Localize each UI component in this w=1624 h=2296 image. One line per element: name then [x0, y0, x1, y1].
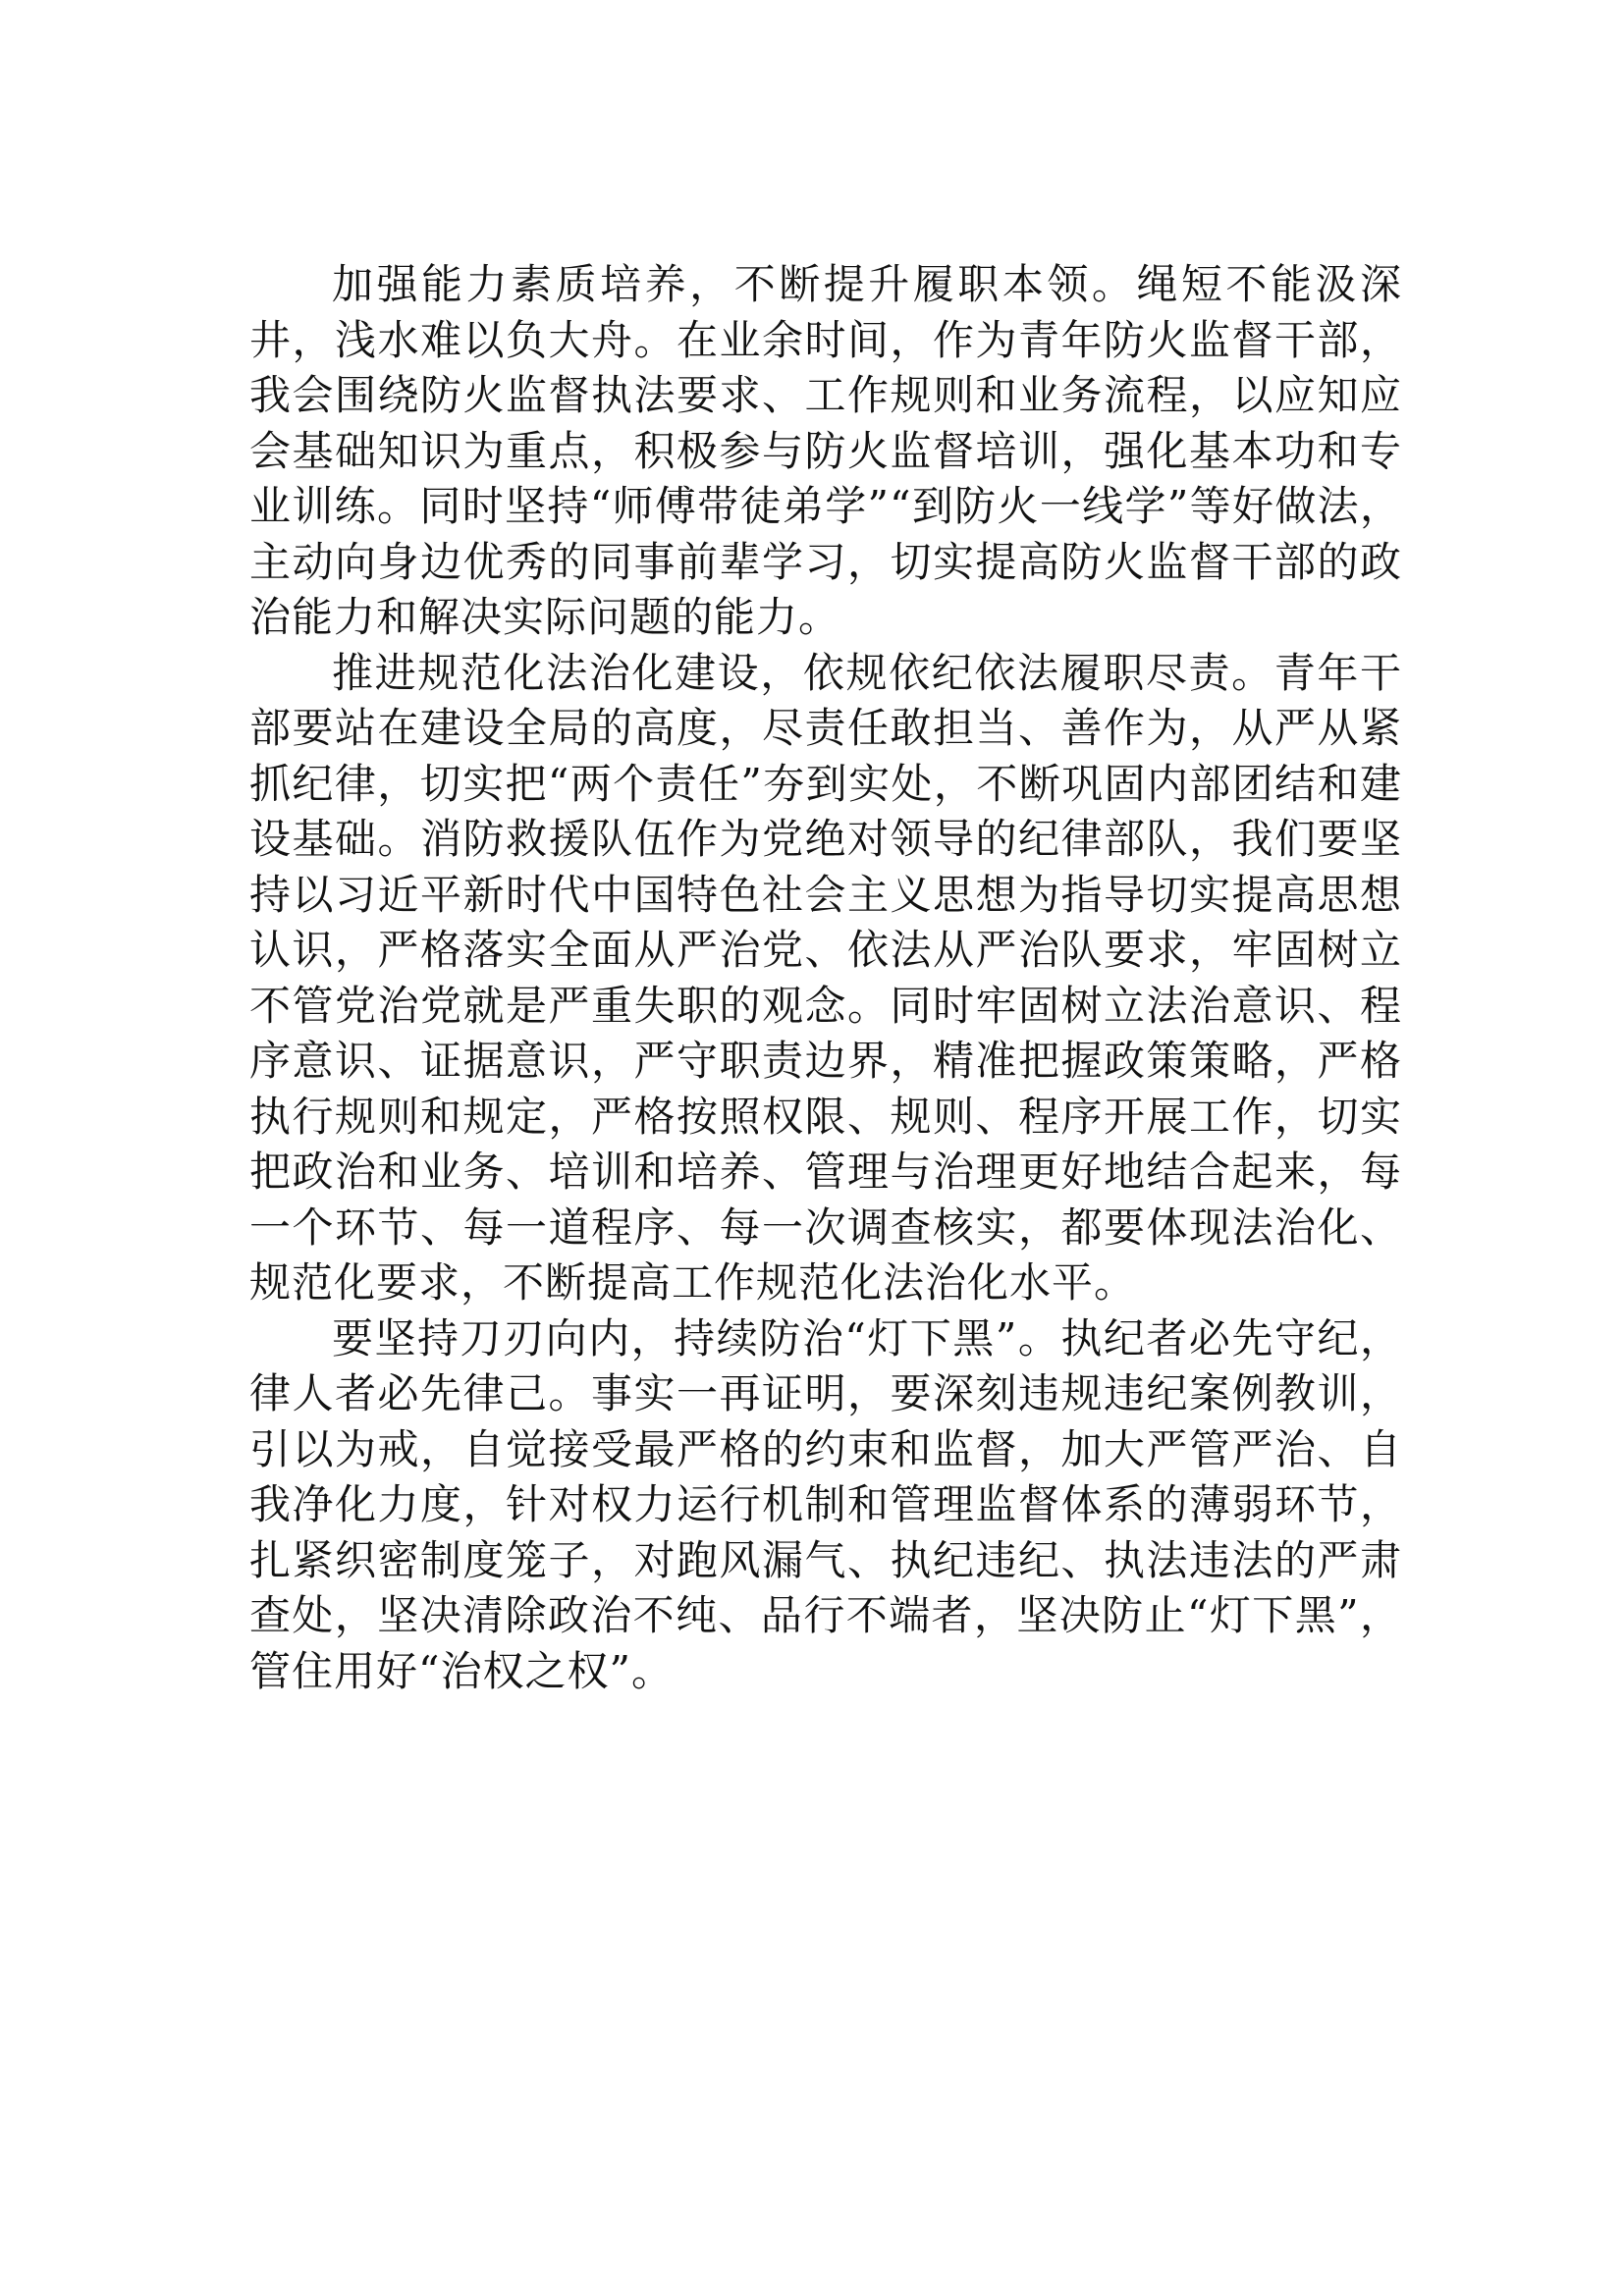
paragraph-self-discipline: 要坚持刀刃向内，持续防治“灯下黑”。执纪者必先守纪，律人者必先律己。事实一再证明，要深刻违规违纪案例教训，引以为戒，自觉接受最严格的约束和监督，加大严管严治、自我净化力度，针对权力运行机制和管理监督体系的薄弱环节，扎紧织密制度笼子，对跑风漏气、执纪违纪、执法违法的严肃查处，坚决清除政治不纯、品行不端者，坚决防止“灯下黑”，管住用好“治权之权”。: [249, 1313, 1402, 1695]
document-body: [249, 257, 1402, 1699]
paragraph-rule-of-law: 推进规范化法治化建设，依规依纪依法履职尽责。青年干部要站在建设全局的高度，尽责任敢担当、善作为，从严从紧抓纪律，切实把“两个责任”夯到实处，不断巩固内部团结和建设基础。消防救援队伍作为党绝对领导的纪律部队，我们要坚持以习近平新时代中国特色社会主义思想为指导切实提高思想认识，严格落实全面从严治党、依法从严治队要求，牢固树立不管党治党就是严重失职的观念。同时牢固树立法治意识、程序意识、证据意识，严守职责边界，精准把握政策策略，严格执行规则和规定，严格按照权限、规则、程序开展工作，切实把政治和业务、培训和培养、管理与治理更好地结合起来，每一个环节、每一道程序、每一次调查核实，都要体现法治化、规范化要求，不断提高工作规范化法治化水平。: [249, 648, 1402, 1307]
paragraph-ability-training: 加强能力素质培养，不断提升履职本领。绳短不能汲深井，浅水难以负大舟。在业余时间，作为青年防火监督干部，我会围绕防火监督执法要求、工作规则和业务流程，以应知应会基础知识为重点，积极参与防火监督培训，强化基本功和专业训练。同时坚持“师傅带徒弟学”“到防火一线学”等好做法，主动向身边优秀的同事前辈学习，切实提高防火监督干部的政治能力和解决实际问题的能力。: [249, 260, 1402, 641]
